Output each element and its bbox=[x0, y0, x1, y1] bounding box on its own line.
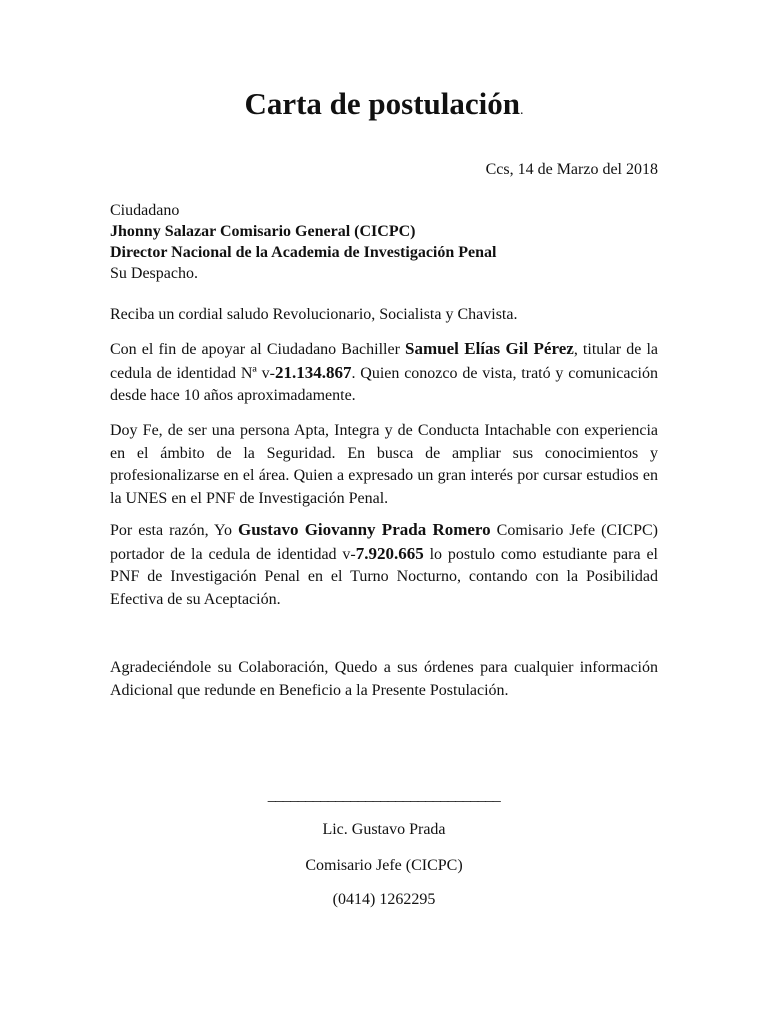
candidate-name: Samuel Elías Gil Pérez bbox=[405, 339, 574, 358]
attestation-paragraph: Doy Fe, de ser una persona Apta, Integra y de Conducta Intachable con experiencia en el ámbito de la Seguridad. En busca de ampliar sus conocimientos y profesionalizarse en el área. Quien a expresado un gran interés por cursar estudios en la UNES en el PNF de Investigación Penal. bbox=[110, 422, 658, 507]
signature-role: Comisario Jefe (CICPC) bbox=[305, 857, 463, 874]
support-paragraph bbox=[110, 338, 658, 408]
nomination-text-a: Por esta razón, Yo bbox=[110, 522, 238, 539]
support-text-c: . Quien conozco de vista, trató y comunicación desde hace 10 años aproximadamente. bbox=[110, 364, 658, 404]
nomination-text-c: lo postulo como estudiante para el PNF de Investigación Penal en el Turno Nocturno, contando con la Posibilidad Efectiva de su Aceptación. bbox=[110, 545, 658, 608]
addressee-position: Director Nacional de la Academia de Investigación Penal bbox=[110, 244, 497, 261]
thanks-paragraph: Agradeciéndole su Colaboración, Quedo a sus órdenes para cualquier información Adicional que redunde en Beneficio a la Presente Postulación. bbox=[110, 659, 658, 699]
nominator-id: 7.920.665 bbox=[355, 543, 424, 563]
letter-title bbox=[0, 84, 768, 131]
nominator-name: Gustavo Giovanny Prada Romero bbox=[238, 520, 491, 539]
support-text-a: Con el fin de apoyar al Ciudadano Bachiller bbox=[110, 341, 406, 358]
greeting-paragraph: Reciba un cordial saludo Revolucionario, Socialista y Chavista. bbox=[110, 306, 518, 323]
support-text-b: , titular de la cedula de identidad Nª v- bbox=[110, 341, 659, 382]
addressee-closing: Su Despacho. bbox=[110, 265, 198, 282]
addressee-name: Jhonny Salazar Comisario General (CICPC) bbox=[110, 223, 416, 240]
title-text: Carta de postulación bbox=[244, 86, 521, 121]
addressee-block bbox=[110, 200, 496, 284]
signature-line: _______________________________ bbox=[267, 787, 501, 804]
title-dot: . bbox=[520, 103, 524, 118]
signature-name: Lic. Gustavo Prada bbox=[322, 821, 446, 838]
nomination-paragraph bbox=[110, 519, 658, 611]
candidate-id: 21.134.867 bbox=[274, 362, 352, 382]
nomination-text-b: Comisario Jefe (CICPC) portador de la cedula de identidad v- bbox=[110, 522, 658, 563]
addressee-salutation: Ciudadano bbox=[110, 202, 180, 219]
signature-phone: (0414) 1262295 bbox=[332, 891, 436, 908]
letter-date: Ccs, 14 de Marzo del 2018 bbox=[485, 161, 658, 178]
